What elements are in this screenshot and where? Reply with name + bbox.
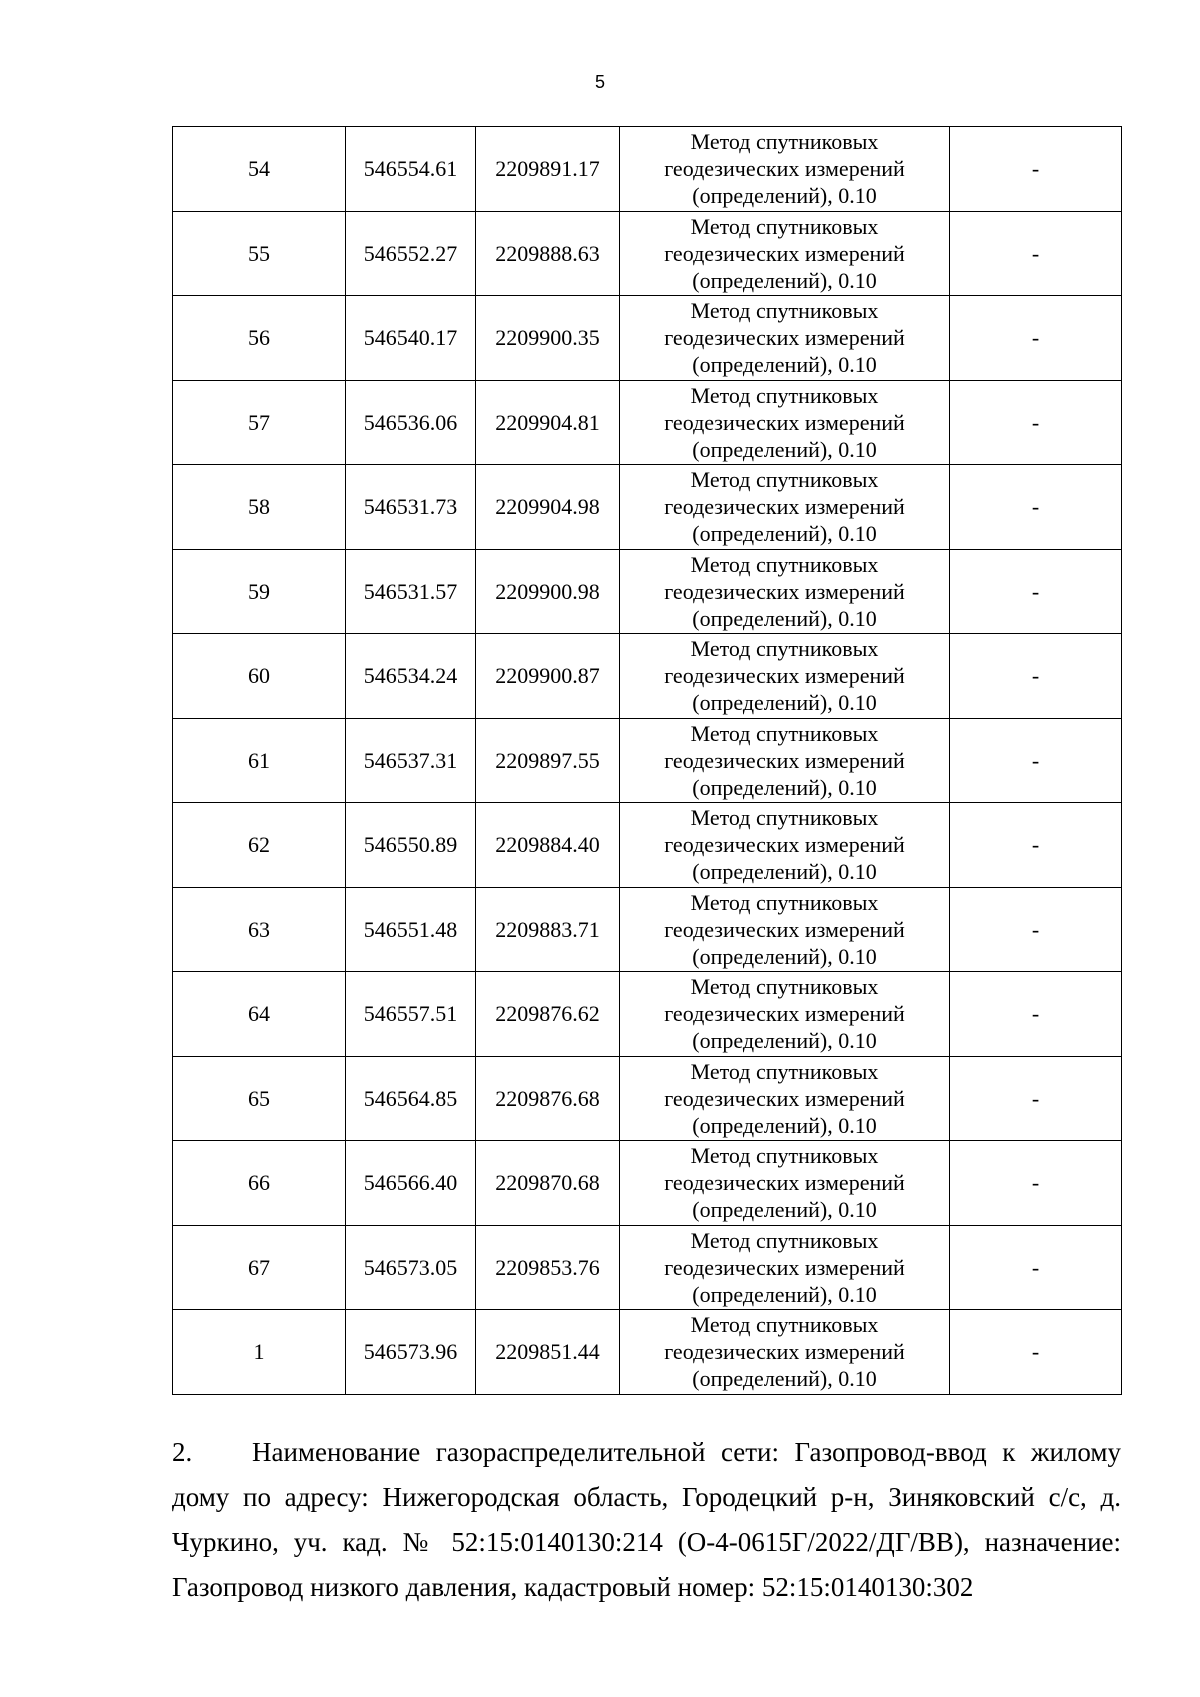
method-cell <box>620 127 950 212</box>
y-coordinate-cell: 2209891.17 <box>476 127 620 212</box>
table-row <box>173 465 1122 550</box>
point-number-cell: 54 <box>173 127 346 212</box>
y-coordinate-cell: 2209900.98 <box>476 549 620 634</box>
method-line: геодезических измерений <box>664 1001 905 1027</box>
method-line: (определений), 0.10 <box>692 521 877 547</box>
point-number-cell: 58 <box>173 465 346 550</box>
note-cell: - <box>950 211 1122 296</box>
x-coordinate-cell: 546552.27 <box>346 211 476 296</box>
point-number-cell: 61 <box>173 718 346 803</box>
y-coordinate-cell: 2209884.40 <box>476 803 620 888</box>
method-line: геодезических измерений <box>664 747 905 773</box>
point-number-cell: 63 <box>173 887 346 972</box>
method-line: геодезических измерений <box>664 240 905 266</box>
method-line: (определений), 0.10 <box>692 352 877 378</box>
method-line: геодезических измерений <box>664 1254 905 1280</box>
note-cell: - <box>950 1225 1122 1310</box>
method-cell <box>620 380 950 465</box>
method-line: геодезических измерений <box>664 832 905 858</box>
x-coordinate-cell: 546536.06 <box>346 380 476 465</box>
method-line: геодезических измерений <box>664 494 905 520</box>
method-line: Метод спутниковых <box>690 1312 879 1338</box>
note-cell: - <box>950 887 1122 972</box>
method-line: (определений), 0.10 <box>692 1281 877 1307</box>
y-coordinate-cell: 2209883.71 <box>476 887 620 972</box>
method-cell <box>620 718 950 803</box>
method-line: (определений), 0.10 <box>692 605 877 631</box>
method-cell <box>620 465 950 550</box>
note-cell: - <box>950 972 1122 1057</box>
method-line: Метод спутниковых <box>690 889 879 915</box>
table-row <box>173 803 1122 888</box>
y-coordinate-cell: 2209904.98 <box>476 465 620 550</box>
point-number-cell: 55 <box>173 211 346 296</box>
method-line: геодезических измерений <box>664 1085 905 1111</box>
method-cell <box>620 1225 950 1310</box>
y-coordinate-cell: 2209900.35 <box>476 296 620 381</box>
note-cell: - <box>950 127 1122 212</box>
note-cell: - <box>950 380 1122 465</box>
table-row <box>173 127 1122 212</box>
method-cell <box>620 211 950 296</box>
note-cell: - <box>950 296 1122 381</box>
method-line: Метод спутниковых <box>690 382 879 408</box>
table-row <box>173 1225 1122 1310</box>
note-cell: - <box>950 465 1122 550</box>
y-coordinate-cell: 2209853.76 <box>476 1225 620 1310</box>
method-line: (определений), 0.10 <box>692 859 877 885</box>
method-line: (определений), 0.10 <box>692 267 877 293</box>
point-number-cell: 1 <box>173 1310 346 1395</box>
x-coordinate-cell: 546531.73 <box>346 465 476 550</box>
method-line: Метод спутниковых <box>690 974 879 1000</box>
table-row <box>173 634 1122 719</box>
y-coordinate-cell: 2209888.63 <box>476 211 620 296</box>
note-cell: - <box>950 718 1122 803</box>
method-line: (определений), 0.10 <box>692 1112 877 1138</box>
coordinates-table <box>172 126 1122 1395</box>
note-cell: - <box>950 1141 1122 1226</box>
table-row <box>173 211 1122 296</box>
method-line: Метод спутниковых <box>690 213 879 239</box>
method-line: Метод спутниковых <box>690 636 879 662</box>
method-line: геодезических измерений <box>664 1339 905 1365</box>
y-coordinate-cell: 2209900.87 <box>476 634 620 719</box>
method-line: геодезических измерений <box>664 578 905 604</box>
method-cell <box>620 887 950 972</box>
table-row <box>173 718 1122 803</box>
x-coordinate-cell: 546537.31 <box>346 718 476 803</box>
x-coordinate-cell: 546551.48 <box>346 887 476 972</box>
table-row <box>173 887 1122 972</box>
y-coordinate-cell: 2209876.68 <box>476 1056 620 1141</box>
page-number: 5 <box>594 72 605 92</box>
method-cell <box>620 296 950 381</box>
table-row <box>173 1310 1122 1395</box>
section-2-paragraph <box>172 1430 1121 1610</box>
x-coordinate-cell: 546550.89 <box>346 803 476 888</box>
method-line: (определений), 0.10 <box>692 774 877 800</box>
table-row <box>173 380 1122 465</box>
x-coordinate-cell: 546573.05 <box>346 1225 476 1310</box>
x-coordinate-cell: 546534.24 <box>346 634 476 719</box>
point-number-cell: 57 <box>173 380 346 465</box>
table-row <box>173 972 1122 1057</box>
method-line: (определений), 0.10 <box>692 183 877 209</box>
method-line: геодезических измерений <box>664 156 905 182</box>
method-line: Метод спутниковых <box>690 805 879 831</box>
method-line: (определений), 0.10 <box>692 436 877 462</box>
point-number-cell: 60 <box>173 634 346 719</box>
method-line: (определений), 0.10 <box>692 1028 877 1054</box>
method-cell <box>620 549 950 634</box>
note-cell: - <box>950 803 1122 888</box>
method-cell <box>620 972 950 1057</box>
method-line: геодезических измерений <box>664 916 905 942</box>
method-cell <box>620 803 950 888</box>
note-cell: - <box>950 634 1122 719</box>
y-coordinate-cell: 2209851.44 <box>476 1310 620 1395</box>
method-line: Метод спутниковых <box>690 1227 879 1253</box>
x-coordinate-cell: 546573.96 <box>346 1310 476 1395</box>
point-number-cell: 67 <box>173 1225 346 1310</box>
x-coordinate-cell: 546557.51 <box>346 972 476 1057</box>
method-line: геодезических измерений <box>664 663 905 689</box>
method-line: Метод спутниковых <box>690 1143 879 1169</box>
method-cell <box>620 1141 950 1226</box>
table-row <box>173 549 1122 634</box>
point-number-cell: 65 <box>173 1056 346 1141</box>
point-number-cell: 56 <box>173 296 346 381</box>
table-row <box>173 296 1122 381</box>
method-cell <box>620 1310 950 1395</box>
method-line: (определений), 0.10 <box>692 943 877 969</box>
method-line: (определений), 0.10 <box>692 1197 877 1223</box>
method-cell <box>620 634 950 719</box>
method-line: Метод спутниковых <box>690 298 879 324</box>
section-number: 2. <box>172 1437 193 1467</box>
y-coordinate-cell: 2209876.62 <box>476 972 620 1057</box>
point-number-cell: 59 <box>173 549 346 634</box>
point-number-cell: 62 <box>173 803 346 888</box>
table-row <box>173 1056 1122 1141</box>
x-coordinate-cell: 546554.61 <box>346 127 476 212</box>
note-cell: - <box>950 549 1122 634</box>
note-cell: - <box>950 1056 1122 1141</box>
method-line: Метод спутниковых <box>690 467 879 493</box>
note-cell: - <box>950 1310 1122 1395</box>
y-coordinate-cell: 2209904.81 <box>476 380 620 465</box>
method-line: Метод спутниковых <box>690 720 879 746</box>
table-row <box>173 1141 1122 1226</box>
y-coordinate-cell: 2209870.68 <box>476 1141 620 1226</box>
x-coordinate-cell: 546540.17 <box>346 296 476 381</box>
point-number-cell: 64 <box>173 972 346 1057</box>
section-text: Наименование газораспределительной сети: Газопровод-ввод к жилому дому по адресу: Нижегородская область, Городецкий р-н, Зиняковский с/с, д. Чуркино, уч. кад. № 52:15:0140130:214 (О-4-0615Г/2022/ДГ/ВВ), назначение: Газопровод низкого давления, кадастровый номер: 52:15:0140130:302 <box>172 1437 1121 1602</box>
method-line: Метод спутниковых <box>690 551 879 577</box>
method-line: Метод спутниковых <box>690 129 879 155</box>
method-cell <box>620 1056 950 1141</box>
coordinates-table-body <box>173 127 1122 1395</box>
y-coordinate-cell: 2209897.55 <box>476 718 620 803</box>
method-line: Метод спутниковых <box>690 1058 879 1084</box>
x-coordinate-cell: 546566.40 <box>346 1141 476 1226</box>
point-number-cell: 66 <box>173 1141 346 1226</box>
method-line: геодезических измерений <box>664 325 905 351</box>
method-line: (определений), 0.10 <box>692 690 877 716</box>
method-line: геодезических измерений <box>664 409 905 435</box>
x-coordinate-cell: 546531.57 <box>346 549 476 634</box>
method-line: геодезических измерений <box>664 1170 905 1196</box>
x-coordinate-cell: 546564.85 <box>346 1056 476 1141</box>
method-line: (определений), 0.10 <box>692 1366 877 1392</box>
